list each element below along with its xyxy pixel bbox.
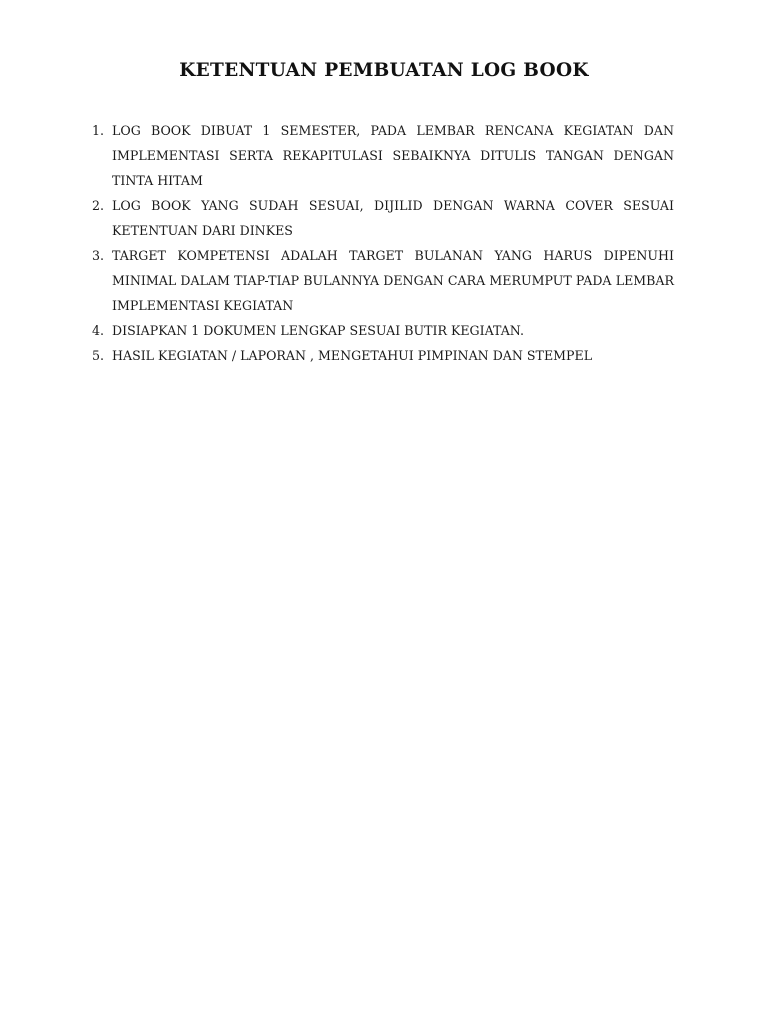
list-item-number: 3. [92, 248, 105, 263]
document-title: KETENTUAN PEMBUATAN LOG BOOK [179, 60, 589, 81]
list-item [88, 193, 674, 243]
list-item-number: 2. [92, 198, 105, 213]
rules-list [88, 118, 674, 368]
list-item-number: 4. [92, 323, 105, 338]
list-item-text: LOG BOOK DIBUAT 1 SEMESTER, PADA LEMBAR RENCANA KEGIATAN DAN IMPLEMENTASI SERTA REKAPITULASI SEBAIKNYA DITULIS TANGAN DENGAN TINTA HITAM [112, 123, 674, 188]
list-item [88, 318, 674, 343]
list-item-text: TARGET KOMPETENSI ADALAH TARGET BULANAN YANG HARUS DIPENUHI MINIMAL DALAM TIAP-TIAP BULANNYA DENGAN CARA MERUMPUT PADA LEMBAR IMPLEMENTASI KEGIATAN [112, 248, 674, 313]
list-item-text: HASIL KEGIATAN / LAPORAN , MENGETAHUI PIMPINAN DAN STEMPEL [112, 348, 593, 363]
list-item-number: 5. [92, 348, 105, 363]
list-item-text: DISIAPKAN 1 DOKUMEN LENGKAP SESUAI BUTIR KEGIATAN. [112, 323, 525, 338]
list-item [88, 118, 674, 193]
list-item-text: LOG BOOK YANG SUDAH SESUAI, DIJILID DENGAN WARNA COVER SESUAI KETENTUAN DARI DINKES [112, 198, 674, 238]
list-item [88, 343, 674, 368]
list-item [88, 243, 674, 318]
list-item-number: 1. [92, 123, 105, 138]
